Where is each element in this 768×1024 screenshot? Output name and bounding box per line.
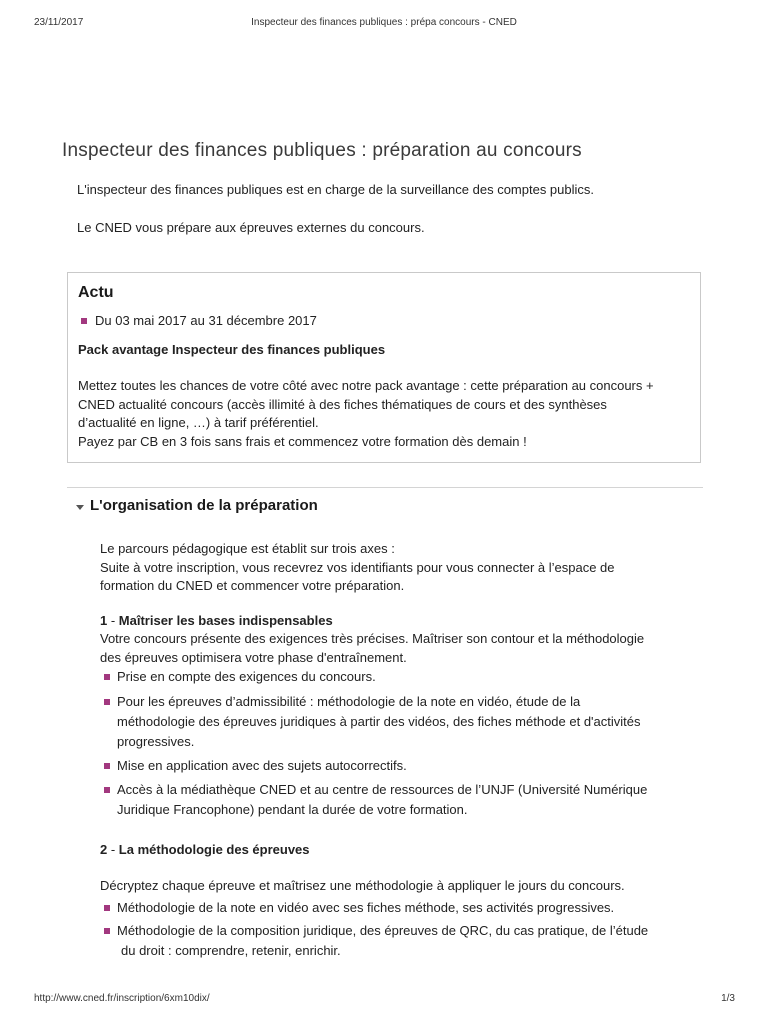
list-item-text: [117, 692, 684, 752]
square-bullet-icon: [104, 674, 110, 680]
list-item-line: du droit : comprendre, retenir, enrichir.: [121, 943, 341, 958]
step-2-description: Décryptez chaque épreuve et maîtrisez une méthodologie à appliquer le jours du concours.: [100, 878, 625, 893]
list-item-line: méthodologie des épreuves juridiques à partir des vidéos, des fiches méthode et d'activités: [117, 714, 641, 729]
actu-body-line: Payez par CB en 3 fois sans frais et commencez votre formation dès demain !: [78, 433, 527, 449]
step-2-number: 2: [100, 842, 108, 857]
list-item: [104, 692, 684, 752]
list-item: [104, 667, 684, 687]
square-bullet-icon: [81, 318, 87, 324]
list-item-line: Juridique Francophone) pendant la durée de votre formation.: [117, 802, 468, 817]
step-1-number: 1: [100, 613, 108, 628]
list-item-line: Pour les épreuves d’admissibilité : méthodologie de la note en vidéo, étude de la: [117, 694, 581, 709]
list-item-line: progressives.: [117, 734, 195, 749]
actu-subtitle: Pack avantage Inspecteur des finances publiques: [78, 342, 386, 357]
square-bullet-icon: [104, 928, 110, 934]
organisation-intro: [100, 540, 680, 596]
list-item-text: [117, 921, 684, 961]
list-item-text: Méthodologie de la note en vidéo avec ses fiches méthode, ses activités progressives.: [117, 900, 615, 915]
list-item: [104, 898, 684, 918]
list-item-text: [117, 780, 684, 820]
actu-body-line: Mettez toutes les chances de votre côté avec notre pack avantage : cette préparation au concours +: [78, 378, 654, 393]
caret-down-icon: [76, 505, 84, 510]
print-date: 23/11/2017: [34, 17, 84, 28]
step-1-heading: [100, 613, 333, 628]
list-item-text: Mise en application avec des sujets autocorrectifs.: [117, 758, 407, 773]
print-header: [0, 17, 768, 31]
step-1-description: [100, 630, 680, 667]
step-1-description-line: des épreuves optimisera votre phase d'entraînement.: [100, 649, 407, 665]
step-2-title: La méthodologie des épreuves: [118, 842, 310, 857]
actu-body: [78, 377, 698, 451]
print-page-title: Inspecteur des finances publiques : prépa concours - CNED: [251, 17, 517, 28]
organisation-intro-line: Le parcours pédagogique est établit sur trois axes :: [100, 541, 395, 556]
page-title: Inspecteur des finances publiques : préparation au concours: [62, 140, 582, 161]
actu-title: Actu: [78, 284, 114, 301]
square-bullet-icon: [104, 763, 110, 769]
step-1-description-line: Votre concours présente des exigences très précises. Maîtriser son contour et la méthodologie: [100, 631, 645, 646]
list-item: [104, 756, 684, 776]
list-item-text: Prise en compte des exigences du concours.: [117, 669, 376, 684]
intro-paragraph: L'inspecteur des finances publiques est en charge de la surveillance des comptes publics.: [77, 182, 595, 197]
step-2-heading: [100, 842, 310, 857]
square-bullet-icon: [104, 787, 110, 793]
list-item: [104, 921, 684, 961]
organisation-intro-line: Suite à votre inscription, vous recevrez vos identifiants pour vous connecter à l’espace de: [100, 559, 615, 575]
step-1-dash: -: [107, 613, 119, 628]
actu-box: [67, 272, 701, 463]
step-1-title: Maîtriser les bases indispensables: [118, 613, 333, 628]
section-divider: [67, 487, 703, 488]
actu-body-line: CNED actualité concours (accès illimité à des fiches thématiques de cours et des synthèses: [78, 396, 607, 412]
organisation-intro-line: formation du CNED et commencer votre préparation.: [100, 578, 405, 593]
print-page-number: 1/3: [721, 993, 735, 1004]
organisation-title: L'organisation de la préparation: [90, 497, 318, 514]
print-url: http://www.cned.fr/inscription/6xm10dix/: [34, 993, 210, 1004]
print-footer: [0, 993, 768, 1007]
list-item-line: Accès à la médiathèque CNED et au centre de ressources de l’UNJF (Université Numérique: [117, 782, 648, 797]
actu-body-line: d’actualité en ligne, …) à tarif préférentiel.: [78, 415, 319, 430]
square-bullet-icon: [104, 699, 110, 705]
list-item: [104, 780, 684, 820]
intro-paragraph: Le CNED vous prépare aux épreuves externes du concours.: [77, 220, 425, 235]
actu-date-text: Du 03 mai 2017 au 31 décembre 2017: [95, 313, 317, 328]
step-2-dash: -: [107, 842, 119, 857]
square-bullet-icon: [104, 905, 110, 911]
list-item-line: Méthodologie de la composition juridique, des épreuves de QRC, du cas pratique, de l’étude: [117, 923, 649, 938]
